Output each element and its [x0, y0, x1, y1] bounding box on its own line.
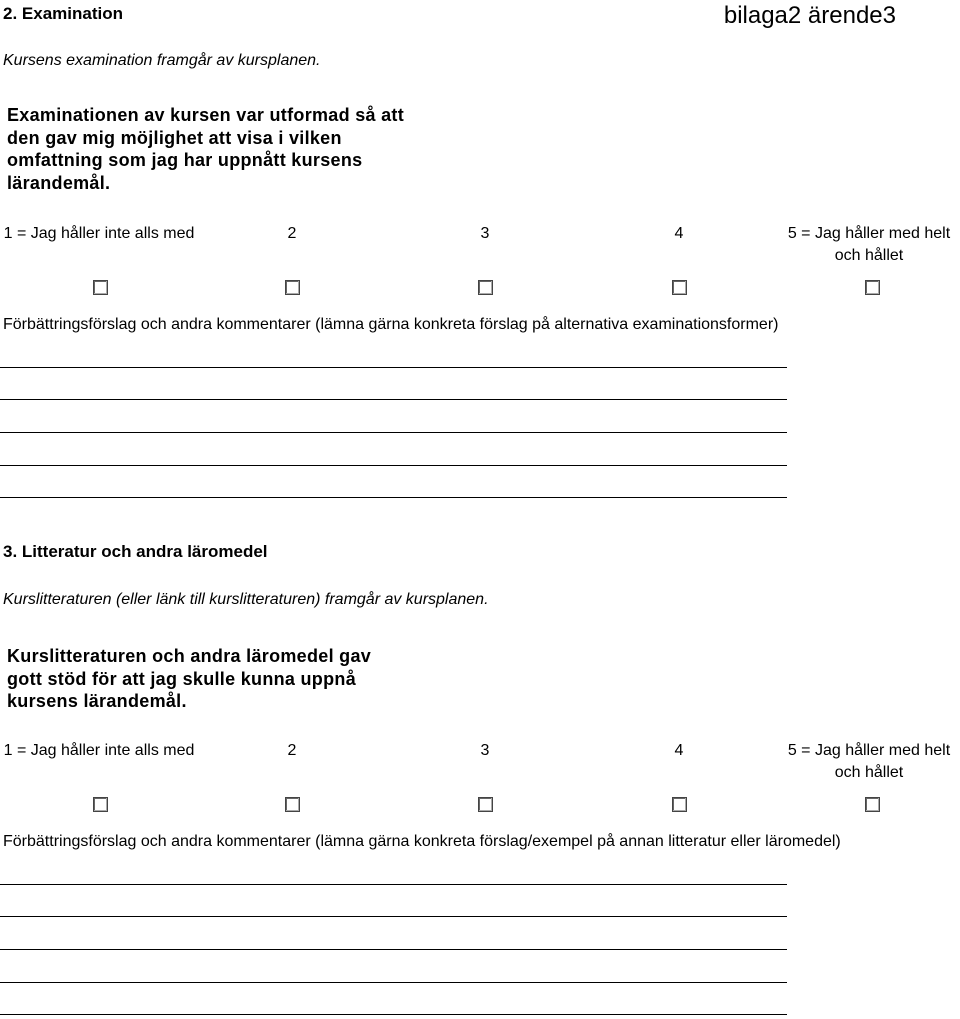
comment-line[interactable] — [0, 432, 787, 433]
scale-label-5: 5 = Jag håller med helt och hållet — [787, 225, 951, 264]
section-3-question: Kurslitteraturen och andra läromedel gav gott stöd för att jag skulle kunna uppnå kursens lärandemål. — [7, 646, 372, 711]
section-3-comment-label: Förbättringsförslag och andra kommentarer (lämna gärna konkreta förslag/exempel på annan litteratur eller läromedel) — [3, 833, 841, 850]
comment-line[interactable] — [0, 497, 787, 498]
rating-checkbox-3[interactable] — [478, 280, 493, 295]
section-3-intro: Kurslitteraturen (eller länk till kurslitteraturen) framgår av kursplanen. — [3, 591, 489, 608]
scale-label-3: 3 — [480, 742, 490, 759]
rating-checkbox-2[interactable] — [285, 797, 300, 812]
rating-checkbox-4[interactable] — [672, 280, 687, 295]
rating-checkbox-4[interactable] — [672, 797, 687, 812]
section-2-intro: Kursens examination framgår av kursplanen. — [3, 52, 321, 69]
scale-label-1: 1 = Jag håller inte alls med — [3, 225, 195, 242]
rating-checkbox-5[interactable] — [865, 797, 880, 812]
comment-line[interactable] — [0, 367, 787, 368]
section-2-comment-label: Förbättringsförslag och andra kommentarer (lämna gärna konkreta förslag på alternativa examinationsformer) — [3, 316, 779, 333]
scale-label-4: 4 — [674, 225, 684, 242]
scale-label-3: 3 — [480, 225, 490, 242]
comment-line[interactable] — [0, 916, 787, 917]
rating-checkbox-5[interactable] — [865, 280, 880, 295]
section-2-title: 2. Examination — [3, 4, 123, 23]
comment-line[interactable] — [0, 1014, 787, 1015]
comment-line[interactable] — [0, 884, 787, 885]
annex-label: bilaga2 ärende3 — [723, 2, 896, 29]
section-2-question: Examinationen av kursen var utformad så att den gav mig möjlighet att visa i vilken omfattning som jag har uppnått kursens lärandemål. — [7, 105, 405, 193]
scale-label-4: 4 — [674, 742, 684, 759]
section-3-title: 3. Litteratur och andra läromedel — [3, 542, 268, 561]
scale-label-2: 2 — [287, 742, 297, 759]
comment-line[interactable] — [0, 949, 787, 950]
rating-checkbox-1[interactable] — [93, 280, 108, 295]
comment-line[interactable] — [0, 399, 787, 400]
scale-label-1: 1 = Jag håller inte alls med — [3, 742, 195, 759]
comment-line[interactable] — [0, 465, 787, 466]
scale-label-5: 5 = Jag håller med helt och hållet — [787, 742, 951, 781]
rating-checkbox-1[interactable] — [93, 797, 108, 812]
scale-label-2: 2 — [287, 225, 297, 242]
rating-checkbox-2[interactable] — [285, 280, 300, 295]
rating-checkbox-3[interactable] — [478, 797, 493, 812]
comment-line[interactable] — [0, 982, 787, 983]
